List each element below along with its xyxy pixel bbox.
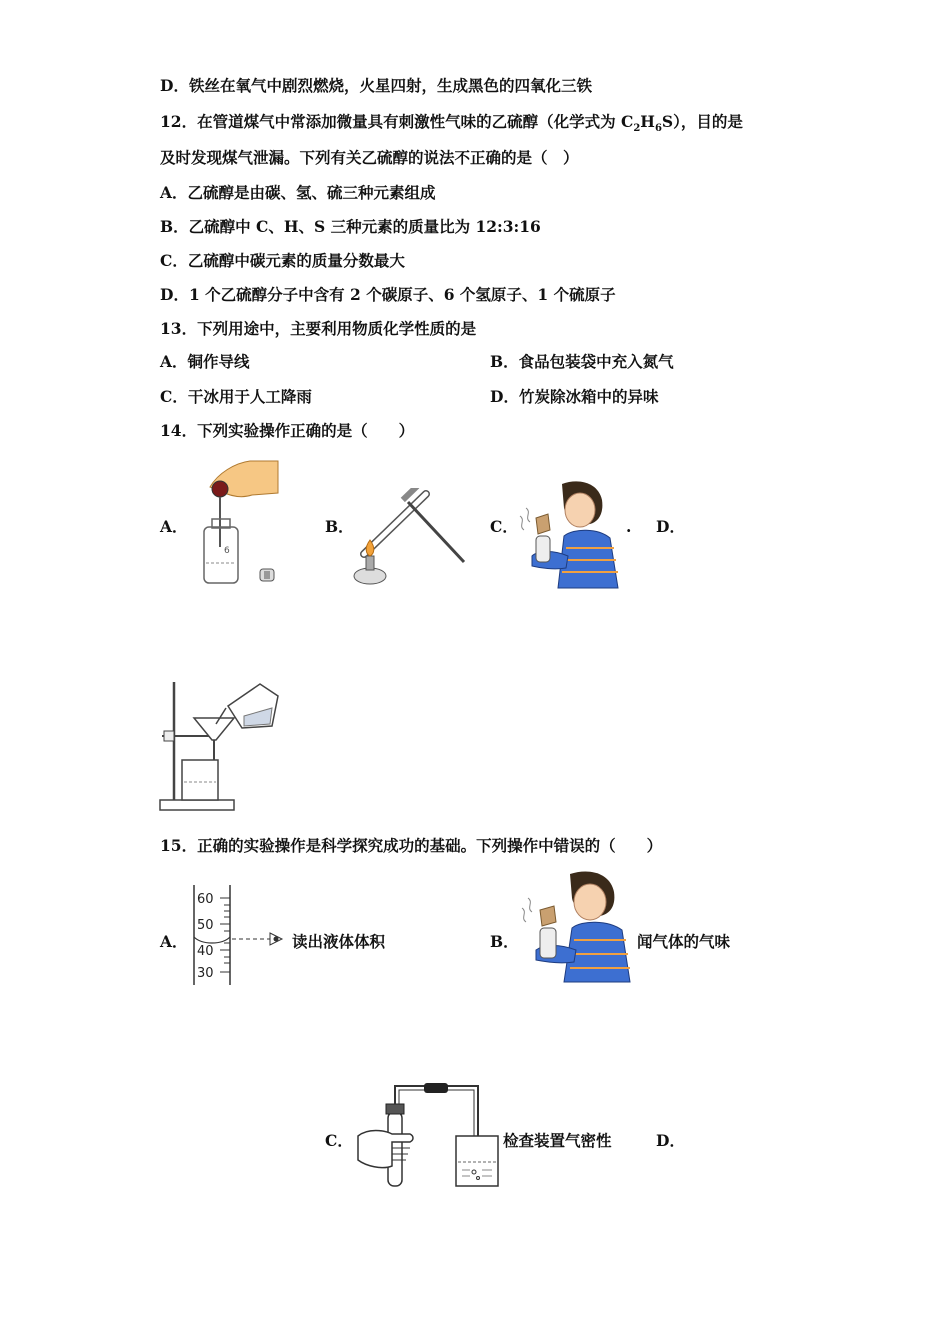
- q14-label-d: D．: [656, 517, 685, 536]
- q12-stem-part-a: 12．在管道煤气中常添加微量具有刺激性气味的乙硫醇（化学式为 C: [160, 112, 634, 131]
- q15-caption-a: 读出液体体积: [292, 932, 386, 951]
- q13-option-d: D．竹炭除冰箱中的异味: [490, 387, 659, 406]
- dropper-in-bottle-illustration: [190, 455, 285, 590]
- q14-label-b: B．: [325, 517, 354, 536]
- q13-option-c: C．干冰用于人工降雨: [160, 387, 312, 406]
- boy-smelling-gas-illustration-2: [518, 868, 634, 984]
- q15-label-a: A．: [160, 932, 188, 951]
- q14-label-c: C．: [490, 517, 518, 536]
- q15-caption-c: 检查装置气密性: [503, 1131, 612, 1150]
- cylinder-tick-60: 60: [197, 892, 214, 907]
- q12-option-a: A．乙硫醇是由碳、氢、硫三种元素组成: [160, 183, 436, 202]
- cylinder-tick-50: 50: [197, 918, 214, 933]
- q12-option-c: C．乙硫醇中碳元素的质量分数最大: [160, 251, 405, 270]
- q14-stem: 14．下列实验操作正确的是（ ）: [160, 421, 415, 440]
- q12-stem-line1: [160, 112, 743, 139]
- q12-stem-part-b: S），目的是: [661, 112, 743, 131]
- q11-option-d: D．铁丝在氧气中剧烈燃烧，火星四射，生成黑色的四氧化三铁: [160, 76, 592, 95]
- q15-label-d: D．: [656, 1131, 685, 1150]
- q12-formula-h: H: [640, 112, 655, 131]
- filtration-setup-illustration: [158, 678, 280, 814]
- q15-stem: 15．正确的实验操作是科学探究成功的基础。下列操作中错误的（ ）: [160, 836, 663, 855]
- q15-label-b: B．: [490, 932, 519, 951]
- q12-option-b: B．乙硫醇中 C、H、S 三种元素的质量比为 12:3:16: [160, 217, 541, 236]
- airtightness-check-illustration: [352, 1078, 502, 1190]
- q12-sub-6: 6: [654, 123, 662, 135]
- q12-sub-2: 2: [633, 123, 641, 135]
- boy-smelling-gas-illustration: [518, 478, 624, 590]
- test-tube-heating-illustration: [352, 488, 470, 588]
- cylinder-tick-30: 30: [197, 966, 214, 981]
- q15-label-c: C．: [325, 1131, 353, 1150]
- q13-option-b: B．食品包装袋中充入氮气: [490, 352, 674, 371]
- q12-option-d: D．1 个乙硫醇分子中含有 2 个碳原子、6 个氢原子、1 个硫原子: [160, 285, 616, 304]
- dropper-bottle-label: 6: [224, 546, 230, 556]
- cylinder-tick-40: 40: [197, 944, 214, 959]
- q13-stem: 13．下列用途中，主要利用物质化学性质的是: [160, 319, 477, 338]
- q12-stem-line2: 及时发现煤气泄漏。下列有关乙硫醇的说法不正确的是（ ）: [160, 148, 579, 167]
- q14-dot: .: [626, 517, 632, 536]
- graduated-cylinder-reading-illustration: [188, 883, 292, 987]
- q14-label-a: A．: [160, 517, 188, 536]
- q15-caption-b: 闻气体的气味: [637, 932, 731, 951]
- q13-option-a: A．铜作导线: [160, 352, 250, 371]
